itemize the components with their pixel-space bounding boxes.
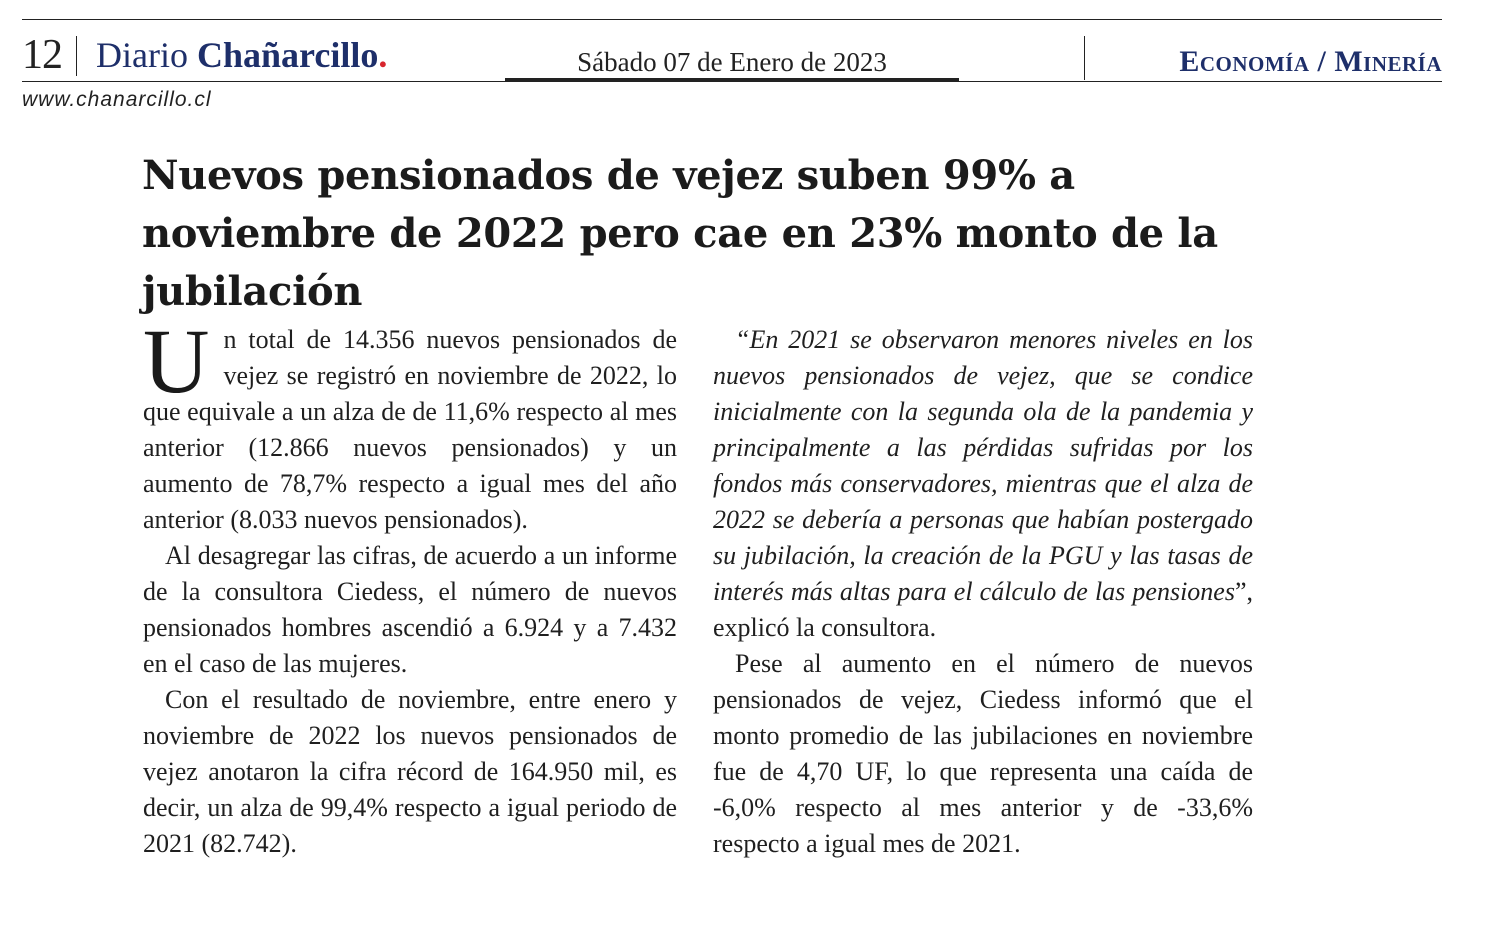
quote-attribution: ”, explicó la consultora. [713, 577, 1253, 642]
article-column-right [713, 322, 1253, 862]
quote-text: “En 2021 se observaron menores niveles en los nuevos pensionados de vejez, que se condice inicialmente con la segunda ola de la pandemia y principalmente a las pérdidas sufridas por los fondos más conservadores, mientras que el alza de 2022 se debería a personas que habían postergado su jubilación, la creación de la PGU y las tasas de interés más altas para el cálculo de las pensiones [713, 325, 1253, 606]
paragraph-3: Con el resultado de noviembre, entre enero y noviembre de 2022 los nuevos pensionados de vejez anotaron la cifra récord de 164.950 mil, es decir, un alza de 99,4% respecto a igual periodo de 2021 (82.742). [143, 685, 677, 858]
paragraph-2: Al desagregar las cifras, de acuerdo a un informe de la consultora Ciedess, el número de nuevos pensionados hombres ascendió a 6.924 y a 7.432 en el caso de las mujeres. [143, 541, 677, 678]
issue-date: Sábado 07 de Enero de 2023 [577, 47, 887, 77]
section-label: Economía / Minería [1179, 45, 1442, 78]
masthead-prefix: Diario [96, 35, 197, 75]
article-column-left [143, 310, 677, 862]
page-number: 12 [22, 32, 62, 78]
article-headline: Nuevos pensionados de vejez suben 99% a noviembre de 2022 pero cae en 23% monto de la jubilación [142, 152, 1218, 315]
masthead-brand: Chañarcillo [196, 35, 379, 75]
header-top-rule [22, 19, 1442, 20]
section-divider [1084, 36, 1085, 80]
quote-paragraph [713, 322, 1253, 646]
drop-cap: U [143, 310, 210, 412]
masthead [96, 33, 387, 77]
paragraph-1 [143, 310, 677, 538]
paragraph-5: Pese al aumento en el número de nuevos pensionados de vejez, Ciedess informó que el monto promedio de las jubilaciones en noviembre fue de 4,70 UF, lo que representa una caída de -6,0% respecto al mes anterior y de -33,6% respecto a igual mes de 2021. [713, 649, 1253, 858]
page-number-divider [76, 36, 77, 76]
header-bottom-rule [22, 81, 1442, 82]
masthead-dot: . [378, 35, 388, 75]
paragraph-1-text: n total de 14.356 nuevos pensionados de vejez se registró en noviembre de 2022, lo que equivale a un alza de de 11,6% respecto al mes anterior (12.866 nuevos pensionados) y un aumento de 78,7% respecto a igual mes del año anterior (8.033 nuevos pensionados). [143, 325, 677, 534]
website-url: www.chanarcillo.cl [22, 88, 212, 111]
